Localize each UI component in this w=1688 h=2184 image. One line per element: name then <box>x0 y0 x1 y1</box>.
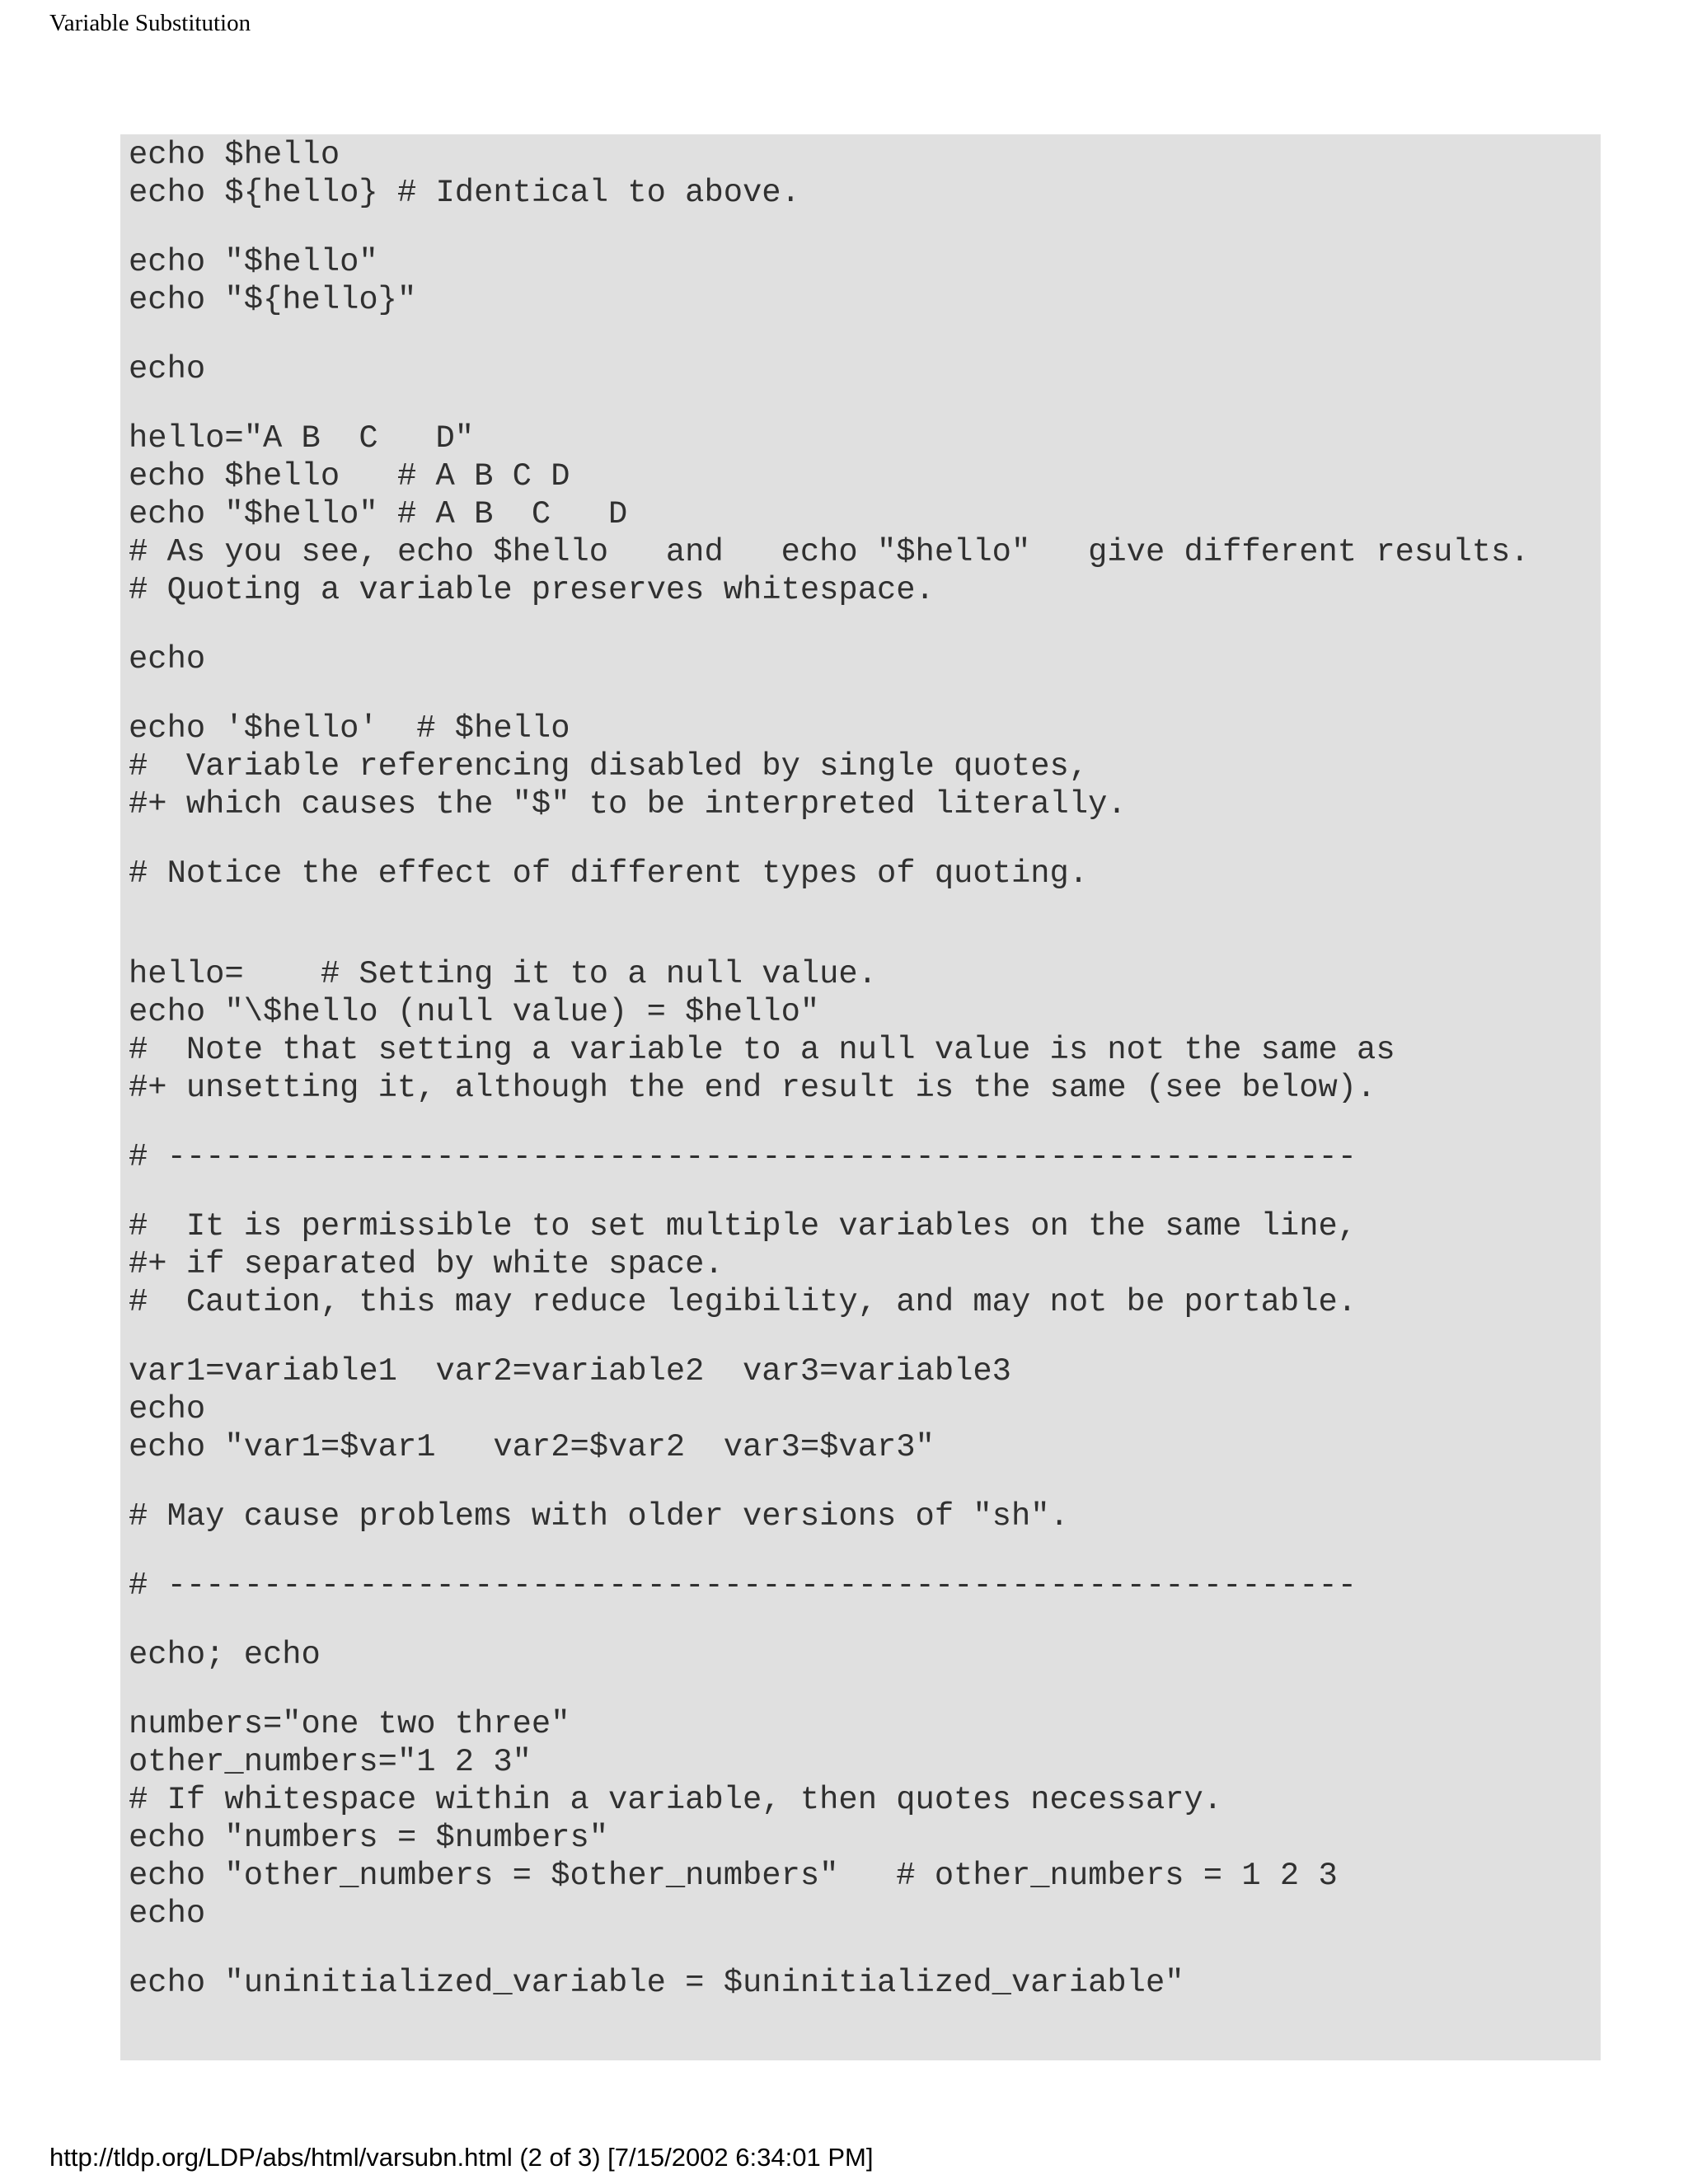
code-line: # Variable referencing disabled by single quotes, <box>129 748 1089 785</box>
code-line: #+ which causes the "$" to be interpreted literally. <box>129 786 1127 823</box>
code-line: echo <box>129 1896 206 1932</box>
code-line: echo "\$hello (null value) = $hello" <box>129 994 820 1030</box>
code-line: echo $hello <box>129 137 340 173</box>
code-line: echo; echo <box>129 1637 321 1673</box>
code-line: other_numbers="1 2 3" <box>129 1744 532 1780</box>
code-line: numbers="one two three" <box>129 1706 570 1742</box>
code-line: # Quoting a variable preserves whitespace. <box>129 572 935 608</box>
code-line: # It is permissible to set multiple variables on the same line, <box>129 1208 1357 1244</box>
code-line: echo <box>129 351 206 387</box>
code-line: echo "var1=$var1 var2=$var2 var3=$var3" <box>129 1429 935 1465</box>
code-line: # If whitespace within a variable, then quotes necessary. <box>129 1782 1223 1818</box>
code-line: # -------------------------------------------------------------- <box>129 1139 1357 1175</box>
code-line: echo '$hello' # $hello <box>129 710 570 747</box>
code-line: # Caution, this may reduce legibility, and may not be portable. <box>129 1284 1357 1320</box>
code-line: echo "uninitialized_variable = $uninitialized_variable" <box>129 1965 1184 2001</box>
code-line: echo "$hello" <box>129 244 378 280</box>
code-line: #+ unsetting it, although the end result is the same (see below). <box>129 1070 1376 1106</box>
code-line: echo "other_numbers = $other_numbers" # other_numbers = 1 2 3 <box>129 1858 1338 1894</box>
code-line: echo <box>129 1391 206 1427</box>
page-footer-url: http://tldp.org/LDP/abs/html/varsubn.html (2 of 3) [7/15/2002 6:34:01 PM] <box>49 2143 874 2172</box>
page-title: Variable Substitution <box>49 10 251 36</box>
code-line: hello="A B C D" <box>129 420 475 457</box>
code-line: # As you see, echo $hello and echo "$hello" give different results. <box>129 534 1530 570</box>
code-line: echo $hello # A B C D <box>129 458 570 494</box>
code-line: var1=variable1 var2=variable2 var3=variable3 <box>129 1353 1011 1390</box>
code-line: # Notice the effect of different types of quoting. <box>129 855 1089 892</box>
code-line: #+ if separated by white space. <box>129 1246 724 1282</box>
code-line: # May cause problems with older versions of "sh". <box>129 1498 1069 1535</box>
code-line: echo "${hello}" <box>129 282 417 318</box>
code-line: echo <box>129 641 206 677</box>
code-line: hello= # Setting it to a null value. <box>129 956 877 992</box>
code-line: # -------------------------------------------------------------- <box>129 1568 1357 1604</box>
code-line: # Note that setting a variable to a null value is not the same as <box>129 1032 1395 1068</box>
code-line: echo "$hello" # A B C D <box>129 496 628 532</box>
code-line: echo ${hello} # Identical to above. <box>129 175 800 211</box>
code-listing <box>120 134 1601 2060</box>
code-line: echo "numbers = $numbers" <box>129 1820 609 1856</box>
